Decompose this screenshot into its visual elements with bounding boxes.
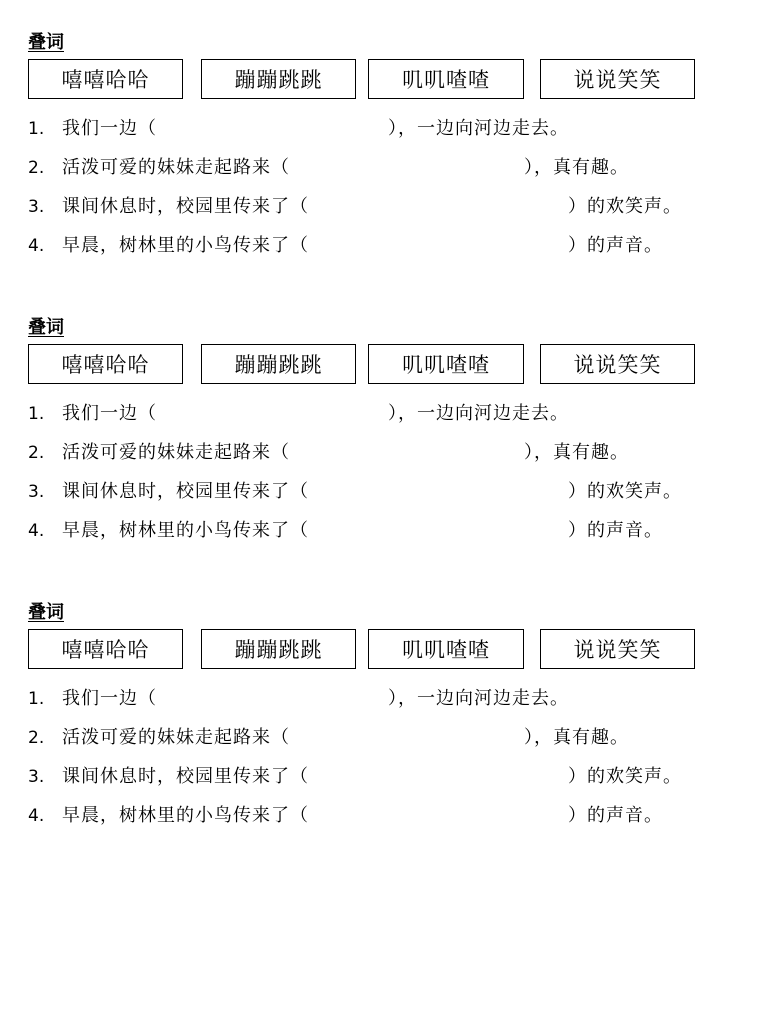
- worksheet-section: [0, 31, 768, 301]
- word-bank-item: 说说笑笑: [540, 629, 695, 669]
- word-bank-item: 说说笑笑: [540, 344, 695, 384]
- section-heading: 叠词: [28, 32, 64, 53]
- section-heading: 叠词: [28, 317, 64, 338]
- question-text-after-blank: ），一边向河边走去。: [388, 688, 569, 709]
- question-text-before-blank: 活泼可爱的妹妹走起路来（: [62, 727, 290, 748]
- word-bank-item: 叽叽喳喳: [368, 59, 524, 99]
- question-text-before-blank: 课间休息时，校园里传来了（: [62, 766, 309, 787]
- question-text-after-blank: ）的欢笑声。: [568, 481, 682, 502]
- question-text-after-blank: ）的声音。: [568, 520, 663, 541]
- question-text-before-blank: 课间休息时，校园里传来了（: [62, 481, 309, 502]
- question-text-after-blank: ）的欢笑声。: [568, 196, 682, 217]
- question-text-after-blank: ），一边向河边走去。: [388, 403, 569, 424]
- question-number: 1.: [28, 119, 45, 139]
- word-bank-item: 叽叽喳喳: [368, 344, 524, 384]
- word-bank-item: 嘻嘻哈哈: [28, 59, 183, 99]
- question-text-after-blank: ）的声音。: [568, 235, 663, 256]
- question-number: 2.: [28, 728, 45, 748]
- word-bank-item: 叽叽喳喳: [368, 629, 524, 669]
- question-number: 2.: [28, 158, 45, 178]
- worksheet-section: [0, 316, 768, 586]
- question-number: 1.: [28, 404, 45, 424]
- question-text-before-blank: 活泼可爱的妹妹走起路来（: [62, 442, 290, 463]
- question-text-before-blank: 我们一边（: [62, 403, 157, 424]
- word-bank-item: 说说笑笑: [540, 59, 695, 99]
- question-text-after-blank: ），真有趣。: [524, 442, 629, 463]
- word-bank-item: 蹦蹦跳跳: [201, 59, 356, 99]
- question-text-after-blank: ）的声音。: [568, 805, 663, 826]
- worksheet-section: [0, 601, 768, 871]
- question-number: 1.: [28, 689, 45, 709]
- question-text-before-blank: 早晨，树林里的小鸟传来了（: [62, 805, 309, 826]
- question-text-before-blank: 我们一边（: [62, 118, 157, 139]
- question-number: 3.: [28, 482, 45, 502]
- question-text-after-blank: ），一边向河边走去。: [388, 118, 569, 139]
- question-number: 3.: [28, 197, 45, 217]
- question-number: 2.: [28, 443, 45, 463]
- question-text-after-blank: ），真有趣。: [524, 727, 629, 748]
- question-text-after-blank: ）的欢笑声。: [568, 766, 682, 787]
- question-number: 4.: [28, 236, 45, 256]
- word-bank-item: 蹦蹦跳跳: [201, 629, 356, 669]
- question-number: 3.: [28, 767, 45, 787]
- question-text-before-blank: 我们一边（: [62, 688, 157, 709]
- word-bank-item: 嘻嘻哈哈: [28, 344, 183, 384]
- word-bank-item: 嘻嘻哈哈: [28, 629, 183, 669]
- question-text-after-blank: ），真有趣。: [524, 157, 629, 178]
- question-text-before-blank: 活泼可爱的妹妹走起路来（: [62, 157, 290, 178]
- question-text-before-blank: 课间休息时，校园里传来了（: [62, 196, 309, 217]
- question-number: 4.: [28, 806, 45, 826]
- question-text-before-blank: 早晨，树林里的小鸟传来了（: [62, 520, 309, 541]
- section-heading: 叠词: [28, 602, 64, 623]
- question-number: 4.: [28, 521, 45, 541]
- question-text-before-blank: 早晨，树林里的小鸟传来了（: [62, 235, 309, 256]
- word-bank-item: 蹦蹦跳跳: [201, 344, 356, 384]
